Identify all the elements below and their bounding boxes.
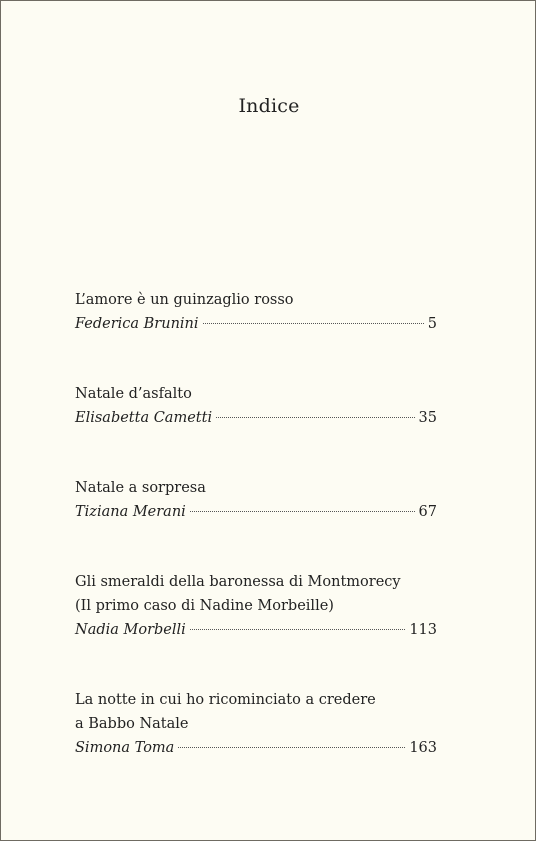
page-number: 67	[418, 504, 437, 520]
page-number: 113	[409, 622, 437, 638]
author-name: Elisabetta Cametti	[75, 410, 213, 426]
author-name: Tiziana Merani	[75, 504, 186, 520]
story-subtitle: (Il primo caso di Nadine Morbeille)	[75, 598, 334, 614]
page-title: Indice	[238, 95, 300, 117]
dot-leader	[190, 511, 415, 512]
toc-entry	[75, 288, 437, 336]
toc-entry	[75, 570, 437, 642]
toc-entry	[75, 688, 437, 760]
story-title: La notte in cui ho ricominciato a credere	[75, 692, 376, 708]
author-name: Federica Brunini	[75, 316, 199, 332]
toc-entry	[75, 382, 437, 430]
story-title: Natale d’asfalto	[75, 386, 192, 402]
dot-leader	[190, 629, 406, 630]
story-title: L’amore è un guinzaglio rosso	[75, 292, 294, 308]
author-row	[75, 406, 437, 430]
toc-entry	[75, 476, 437, 524]
story-title: Gli smeraldi della baronessa di Montmorecy	[75, 574, 401, 590]
author-row	[75, 500, 437, 524]
author-row	[75, 312, 437, 336]
dot-leader	[203, 323, 424, 324]
author-name: Simona Toma	[75, 740, 175, 756]
table-of-contents	[75, 288, 437, 806]
story-title: Natale a sorpresa	[75, 480, 206, 496]
dot-leader	[216, 417, 414, 418]
story-title-continued: a Babbo Natale	[75, 716, 189, 732]
dot-leader	[178, 747, 405, 748]
page-number: 35	[418, 410, 437, 426]
page-number: 163	[409, 740, 437, 756]
author-row	[75, 736, 437, 760]
page-number: 5	[427, 316, 437, 332]
author-row	[75, 618, 437, 642]
author-name: Nadia Morbelli	[75, 622, 186, 638]
